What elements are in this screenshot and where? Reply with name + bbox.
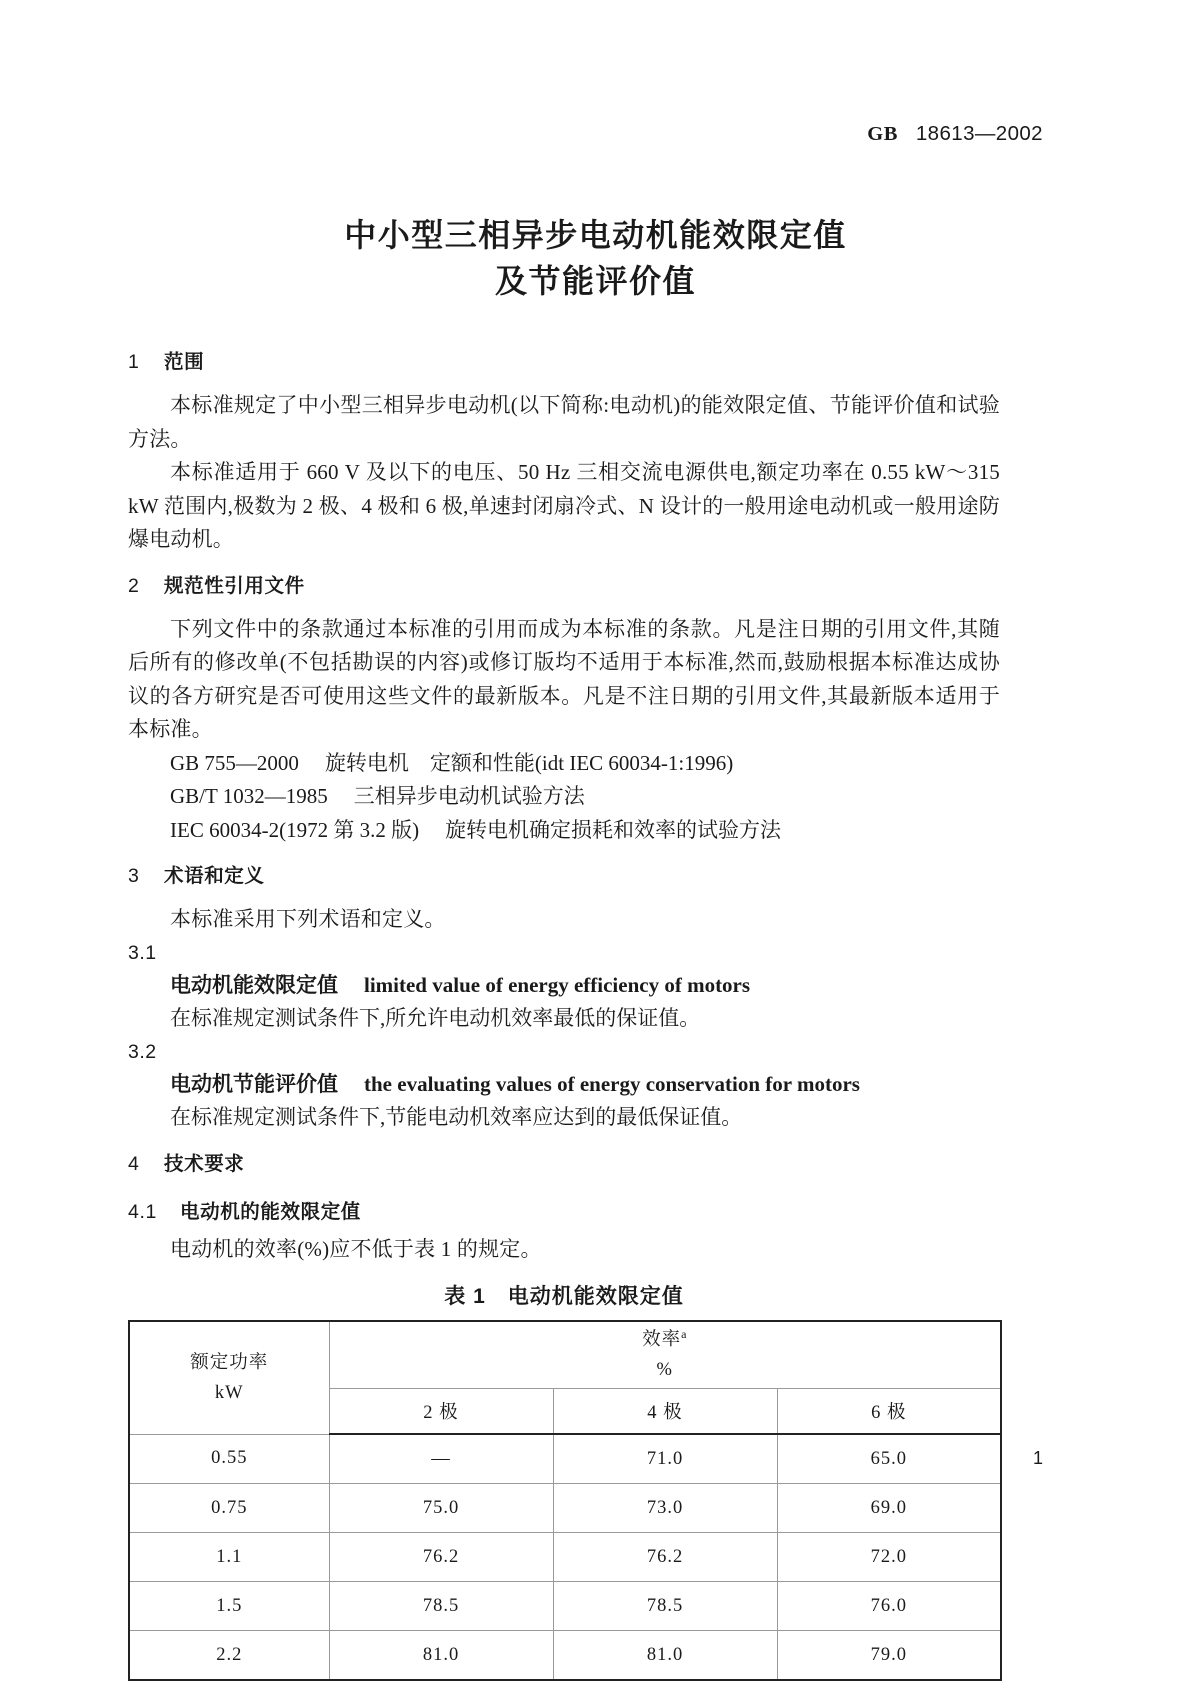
clause-3-heading xyxy=(128,859,1000,893)
reference-item xyxy=(128,780,1000,814)
clause-3-2-number: 3.2 xyxy=(128,1040,157,1063)
cell-eff-6pole: 76.0 xyxy=(777,1582,1001,1631)
clause-4-1-number: 4.1 xyxy=(128,1200,157,1223)
header-pole-6: 6 极 xyxy=(777,1389,1001,1435)
cell-eff-6pole: 72.0 xyxy=(777,1533,1001,1582)
term-3-1-cn: 电动机能效限定值 xyxy=(170,972,338,997)
reference-title: 三相异步电动机试验方法 xyxy=(353,784,585,808)
spacer xyxy=(128,379,1000,389)
cell-eff-2pole: 78.5 xyxy=(329,1582,553,1631)
cell-eff-4pole: 76.2 xyxy=(553,1533,777,1582)
clause-4-1-text: 电动机的效率(%)应不低于表 1 的规定。 xyxy=(170,1236,542,1261)
page-title xyxy=(0,212,1191,304)
cell-eff-2pole: — xyxy=(329,1434,553,1484)
running-header xyxy=(867,122,1043,146)
clause-3-number: 3 xyxy=(128,865,140,887)
efficiency-label-wrap xyxy=(330,1325,1001,1355)
cell-eff-4pole: 81.0 xyxy=(553,1631,777,1681)
term-3-1 xyxy=(128,969,1000,1003)
efficiency-footnote-marker: a xyxy=(681,1326,688,1341)
clause-1-number: 1 xyxy=(128,351,140,373)
clause-4-title: 技术要求 xyxy=(164,1152,245,1175)
clause-3-title: 术语和定义 xyxy=(164,865,265,887)
efficiency-unit: % xyxy=(656,1360,673,1380)
page-number: 1 xyxy=(1032,1448,1043,1468)
cell-eff-2pole: 76.2 xyxy=(329,1533,553,1582)
spacer xyxy=(128,1181,1000,1195)
spacer xyxy=(128,603,1000,613)
clause-4-number: 4 xyxy=(128,1152,140,1175)
scope-paragraph-2: 本标准适用于 660 V 及以下的电压、50 Hz 三相交流电源供电,额定功率在 0.55 kW～315 kW 范围内,极数为 2 极、4 极和 6 极,单速封闭扇冷式、N 设计的一般用途电动机或一般用途防爆电动机。 xyxy=(128,460,1000,551)
cell-eff-2pole: 81.0 xyxy=(329,1631,553,1681)
document-body xyxy=(128,345,1000,1681)
spacer xyxy=(128,557,1000,569)
clause-1-title: 范围 xyxy=(164,351,205,373)
cell-eff-4pole: 71.0 xyxy=(553,1434,777,1484)
reference-title: 旋转电机 定额和性能(idt IEC 60034-1:1996) xyxy=(324,750,734,775)
cell-eff-2pole: 75.0 xyxy=(329,1484,553,1533)
title-line-2: 及节能评价值 xyxy=(494,263,696,299)
cell-eff-4pole: 78.5 xyxy=(553,1582,777,1631)
terms-intro: 本标准采用下列术语和定义。 xyxy=(170,907,446,931)
term-3-2-en: the evaluating values of energy conservation for motors xyxy=(364,1071,860,1096)
header-rated-power xyxy=(129,1321,329,1434)
clause-2-title: 规范性引用文件 xyxy=(164,574,305,597)
reference-code: IEC 60034-2(1972 第 3.2 版) xyxy=(170,817,420,842)
term-3-2 xyxy=(128,1068,1000,1102)
clause-4-1-heading xyxy=(128,1195,1000,1229)
clause-3-1-number: 3.1 xyxy=(128,941,157,964)
spacer xyxy=(128,847,1000,859)
rated-power-label: 额定功率 xyxy=(190,1352,269,1373)
header-pole-4: 4 极 xyxy=(553,1389,777,1435)
table-row xyxy=(129,1631,1001,1681)
reference-item xyxy=(128,747,1000,781)
references-intro: 下列文件中的条款通过本标准的引用而成为本标准的条款。凡是注日期的引用文件,其随后所有的修改单(不包括勘误的内容)或修订版均不适用于本标准,然而,鼓励根据本标准达成协议的各方研究是否可使用这些文件的最新版本。凡是不注日期的引用文件,其最新版本适用于本标准。 xyxy=(128,616,1000,741)
spacer xyxy=(128,1135,1000,1147)
term-3-1-definition: 在标准规定测试条件下,所允许电动机效率最低的保证值。 xyxy=(170,1006,701,1030)
table-row xyxy=(129,1484,1001,1533)
term-3-2-definition: 在标准规定测试条件下,节能电动机效率应达到的最低保证值。 xyxy=(170,1105,743,1129)
reference-title: 旋转电机确定损耗和效率的试验方法 xyxy=(445,817,782,842)
cell-eff-6pole: 69.0 xyxy=(777,1484,1001,1533)
cell-power: 2.2 xyxy=(129,1631,329,1681)
title-line-1: 中小型三相异步电动机能效限定值 xyxy=(344,217,847,253)
term-3-2-cn: 电动机节能评价值 xyxy=(170,1071,338,1096)
standard-prefix: GB xyxy=(867,123,898,145)
table-1-caption: 表 1 电动机能效限定值 xyxy=(444,1285,684,1308)
clause-4-heading xyxy=(128,1147,1000,1181)
term-3-1-en: limited value of energy efficiency of motors xyxy=(364,972,751,997)
cell-eff-4pole: 73.0 xyxy=(553,1484,777,1533)
table-header-row-1 xyxy=(129,1321,1001,1389)
table-1-motor-efficiency-limits xyxy=(128,1320,1002,1681)
reference-item xyxy=(128,814,1000,848)
table-row xyxy=(129,1582,1001,1631)
table-row xyxy=(129,1533,1001,1582)
efficiency-label: 效率 xyxy=(642,1330,682,1350)
clause-2-heading xyxy=(128,569,1000,603)
cell-power: 1.5 xyxy=(129,1582,329,1631)
table-row xyxy=(129,1434,1001,1484)
rated-power-unit: kW xyxy=(214,1382,244,1403)
reference-code: GB 755—2000 xyxy=(170,750,299,775)
cell-power: 0.55 xyxy=(129,1434,329,1484)
clause-1-heading xyxy=(128,345,1000,379)
cell-eff-6pole: 65.0 xyxy=(777,1434,1001,1484)
clause-4-1-title: 电动机的能效限定值 xyxy=(180,1200,361,1223)
clause-2-number: 2 xyxy=(128,574,140,597)
cell-eff-6pole: 79.0 xyxy=(777,1631,1001,1681)
header-pole-2: 2 极 xyxy=(329,1389,553,1435)
spacer xyxy=(128,893,1000,903)
scope-paragraph-1: 本标准规定了中小型三相异步电动机(以下简称:电动机)的能效限定值、节能评价值和试验方法。 xyxy=(128,393,1000,451)
cell-power: 0.75 xyxy=(129,1484,329,1533)
cell-power: 1.1 xyxy=(129,1533,329,1582)
standard-number: 18613—2002 xyxy=(915,122,1043,145)
reference-code: GB/T 1032—1985 xyxy=(170,784,328,808)
header-efficiency xyxy=(329,1321,1001,1389)
